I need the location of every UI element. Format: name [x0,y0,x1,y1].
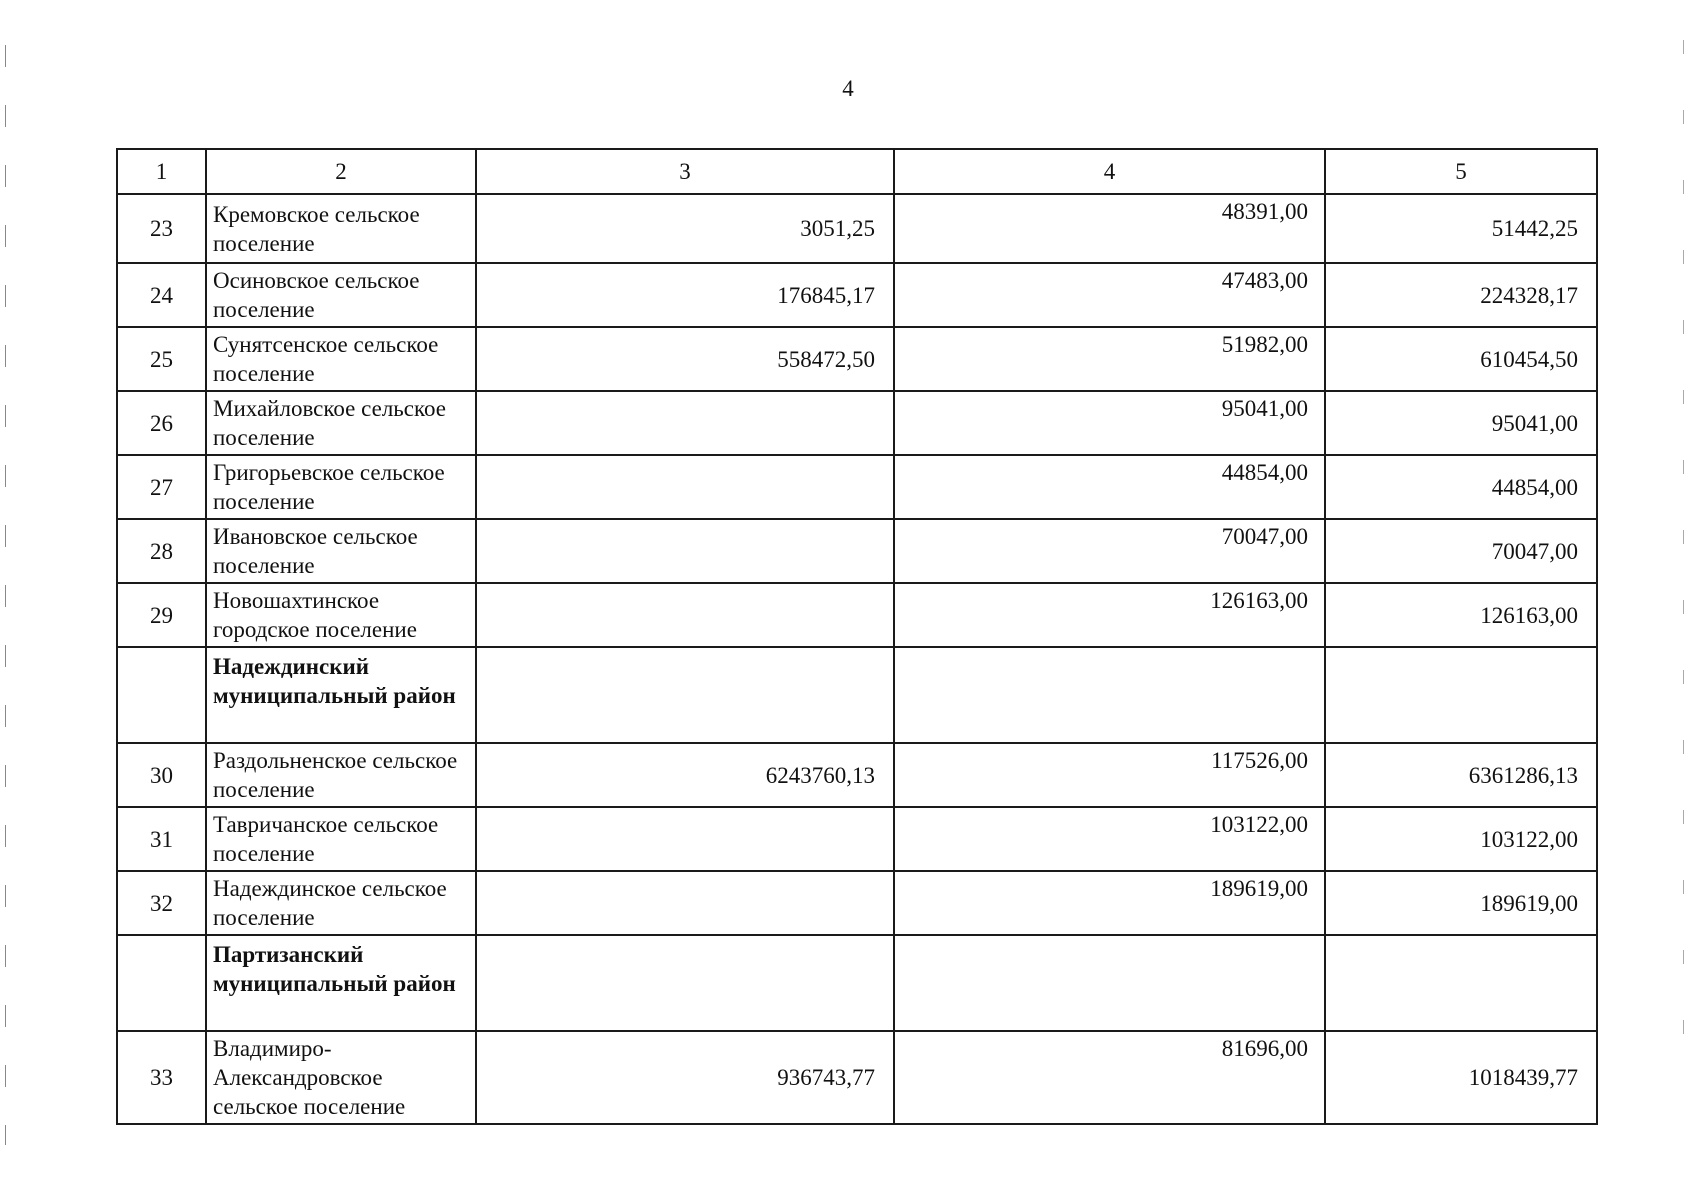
settlement-name: Надеждинское сельское поселение [206,871,476,935]
settlement-name: Григорьевское сельское поселение [206,455,476,519]
settlement-name: Владимиро-Александровское сельское поселение [206,1031,476,1124]
row-number: 25 [117,327,206,391]
empty-cell [894,647,1325,743]
settlement-name: Тавричанское сельское поселение [206,807,476,871]
data-table [116,148,1598,1125]
amount-col5: 224328,17 [1325,263,1597,327]
amount-col5: 1018439,77 [1325,1031,1597,1124]
amount-col3 [476,391,894,455]
row-number: 23 [117,194,206,263]
amount-col4: 189619,00 [894,871,1325,935]
amount-col4: 103122,00 [894,807,1325,871]
table-row [117,583,1597,647]
amount-col3 [476,583,894,647]
page-number: 4 [842,76,854,101]
amount-col5: 51442,25 [1325,194,1597,263]
amount-col3: 176845,17 [476,263,894,327]
table-row [117,263,1597,327]
amount-col4: 95041,00 [894,391,1325,455]
amount-col3: 3051,25 [476,194,894,263]
amount-col5: 189619,00 [1325,871,1597,935]
amount-col3 [476,807,894,871]
settlement-name: Михайловское сельское поселение [206,391,476,455]
settlement-name: Новошахтинское городское поселение [206,583,476,647]
amount-col3: 6243760,13 [476,743,894,807]
amount-col3 [476,871,894,935]
amount-col4: 81696,00 [894,1031,1325,1124]
column-header: 4 [894,149,1325,194]
table-row [117,807,1597,871]
amount-col3: 558472,50 [476,327,894,391]
amount-col5: 610454,50 [1325,327,1597,391]
row-number-empty [117,935,206,1031]
amount-col5: 95041,00 [1325,391,1597,455]
settlement-name: Осиновское сельское поселение [206,263,476,327]
row-number: 28 [117,519,206,583]
amount-col4: 47483,00 [894,263,1325,327]
row-number: 32 [117,871,206,935]
row-number: 24 [117,263,206,327]
column-header: 5 [1325,149,1597,194]
settlement-name: Кремовское сельское поселение [206,194,476,263]
amount-col3 [476,519,894,583]
settlement-name: Сунятсенское сельское поселение [206,327,476,391]
row-number-empty [117,647,206,743]
table-row [117,455,1597,519]
row-number: 26 [117,391,206,455]
empty-cell [894,935,1325,1031]
scan-edge-right [1683,40,1684,1090]
amount-col4: 126163,00 [894,583,1325,647]
amount-col4: 51982,00 [894,327,1325,391]
amount-col4: 70047,00 [894,519,1325,583]
table-row [117,871,1597,935]
amount-col4: 117526,00 [894,743,1325,807]
table-row [117,1031,1597,1124]
district-row [117,647,1597,743]
empty-cell [476,935,894,1031]
column-header: 1 [117,149,206,194]
amount-col5: 44854,00 [1325,455,1597,519]
amount-col5: 103122,00 [1325,807,1597,871]
amount-col3: 936743,77 [476,1031,894,1124]
amount-col5: 6361286,13 [1325,743,1597,807]
row-number: 30 [117,743,206,807]
column-header: 2 [206,149,476,194]
column-header: 3 [476,149,894,194]
row-number: 29 [117,583,206,647]
amount-col5: 126163,00 [1325,583,1597,647]
table-row [117,327,1597,391]
row-number: 27 [117,455,206,519]
settlement-name: Ивановское сельское поселение [206,519,476,583]
amount-col3 [476,455,894,519]
amount-col5: 70047,00 [1325,519,1597,583]
scan-edge-left [5,45,6,1145]
settlement-name: Раздольненское сельское поселение [206,743,476,807]
table-row [117,519,1597,583]
table-row [117,743,1597,807]
empty-cell [1325,935,1597,1031]
empty-cell [1325,647,1597,743]
empty-cell [476,647,894,743]
table-header-row [117,149,1597,194]
district-name: Партизанский муниципальный район [206,935,476,1031]
amount-col4: 44854,00 [894,455,1325,519]
table-row [117,194,1597,263]
district-name: Надеждинский муниципальный район [206,647,476,743]
row-number: 33 [117,1031,206,1124]
table-row [117,391,1597,455]
row-number: 31 [117,807,206,871]
amount-col4: 48391,00 [894,194,1325,263]
district-row [117,935,1597,1031]
